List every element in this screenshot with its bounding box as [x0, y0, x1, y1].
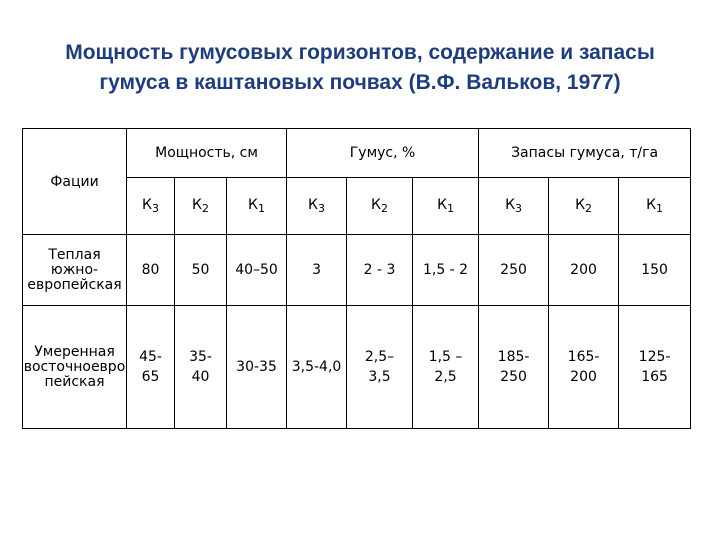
table-cell: [175, 306, 227, 429]
subheader-cell: [347, 178, 413, 235]
row-header-line: восточноевро: [23, 358, 126, 375]
group-header-reserves: Запасы гумуса, т/га: [479, 129, 691, 178]
table-cell: [175, 235, 227, 306]
table-cell: [619, 235, 691, 306]
table-cell: [227, 306, 287, 429]
subheader-base: К: [437, 197, 448, 213]
row-header-facies: [23, 306, 127, 429]
cell-value-line: 200: [570, 262, 597, 278]
subheader-cell: [227, 178, 287, 235]
table-cell: [479, 235, 549, 306]
group-header-humus: Гумус, %: [287, 129, 479, 178]
group-header-thickness: Мощность, см: [127, 129, 287, 178]
corner-header-facies: [23, 129, 127, 235]
cell-value-line: 40: [191, 369, 210, 385]
subheader-index: 3: [151, 202, 159, 215]
row-header-line: европейская: [27, 276, 122, 293]
subheader-cell: [287, 178, 347, 235]
subheader-base: К: [248, 197, 258, 213]
subheader-cell: [127, 178, 175, 235]
title-line-2: гумуса в каштановых почвах (В.Ф. Вальков, 1977): [99, 71, 621, 94]
cell-value-line: 150: [641, 262, 668, 278]
cell-value-line: 2 - 3: [363, 262, 396, 278]
cell-value-line: 250: [500, 262, 527, 278]
subheader-base: К: [646, 197, 657, 213]
table-cell: [287, 235, 347, 306]
facies-label: Фации: [50, 173, 99, 190]
table-cell: [127, 306, 175, 429]
subheader-index: 1: [447, 202, 455, 215]
cell-value-line: 65: [141, 369, 160, 385]
cell-value-line: 30-35: [236, 359, 277, 375]
cell-value-line: 185-: [497, 349, 530, 365]
subheader-base: К: [308, 197, 318, 213]
subheader-index: 1: [257, 202, 265, 215]
table-cell: [549, 235, 619, 306]
subheader-base: К: [192, 197, 202, 213]
subheader-index: 3: [318, 202, 325, 215]
subheader-index: 2: [201, 202, 209, 215]
cell-value-line: 50: [191, 262, 210, 278]
subheader-cell: [619, 178, 691, 235]
table-cell: [413, 306, 479, 429]
cell-value-line: 40–50: [235, 262, 278, 278]
table-cell: [479, 306, 549, 429]
slide-title: [20, 38, 700, 98]
table-row: [23, 235, 691, 306]
subheader-index: 2: [381, 202, 388, 215]
subheader-cell: [175, 178, 227, 235]
cell-value-line: 125-: [638, 349, 671, 365]
cell-value-line: 1,5 - 2: [422, 262, 469, 278]
row-header-line: Теплая южно-: [48, 246, 101, 278]
table-cell: [413, 235, 479, 306]
subheader-index: 1: [656, 202, 664, 215]
row-header-facies: [23, 235, 127, 306]
row-header-line: Умеренная: [34, 343, 115, 360]
table-cell: [619, 306, 691, 429]
cell-value-line: 200: [570, 369, 597, 385]
cell-value-line: 3,5-4,0: [291, 359, 342, 375]
title-line-1: Мощность гумусовых горизонтов, содержание и запасы: [65, 41, 655, 64]
subheader-base: К: [575, 197, 586, 213]
cell-value-line: 3,5: [368, 369, 391, 385]
table-row: [23, 306, 691, 429]
cell-value-line: 250: [500, 369, 527, 385]
table-cell: [347, 235, 413, 306]
table-cell: [127, 235, 175, 306]
subheader-base: К: [371, 197, 381, 213]
subheader-index: 2: [585, 202, 593, 215]
cell-value-line: 2,5–: [364, 349, 395, 365]
cell-value-line: 165: [641, 369, 668, 385]
subheader-cell: [549, 178, 619, 235]
subheader-base: К: [505, 197, 516, 213]
cell-value-line: 1,5 –: [428, 349, 463, 365]
subheader-cell: [413, 178, 479, 235]
table-cell: [347, 306, 413, 429]
cell-value-line: 35-: [189, 349, 212, 365]
humus-table: [22, 128, 691, 429]
subheader-base: К: [142, 197, 152, 213]
header-row-groups: [23, 129, 691, 178]
cell-value-line: 80: [141, 262, 160, 278]
cell-value-line: 3: [312, 262, 321, 278]
subheader-cell: [479, 178, 549, 235]
cell-value-line: 165-: [567, 349, 600, 365]
table-cell: [287, 306, 347, 429]
table-cell: [549, 306, 619, 429]
cell-value-line: 45-: [139, 349, 162, 365]
subheader-index: 3: [515, 202, 523, 215]
table-cell: [227, 235, 287, 306]
cell-value-line: 2,5: [434, 369, 457, 385]
row-header-line: пейская: [44, 373, 105, 390]
